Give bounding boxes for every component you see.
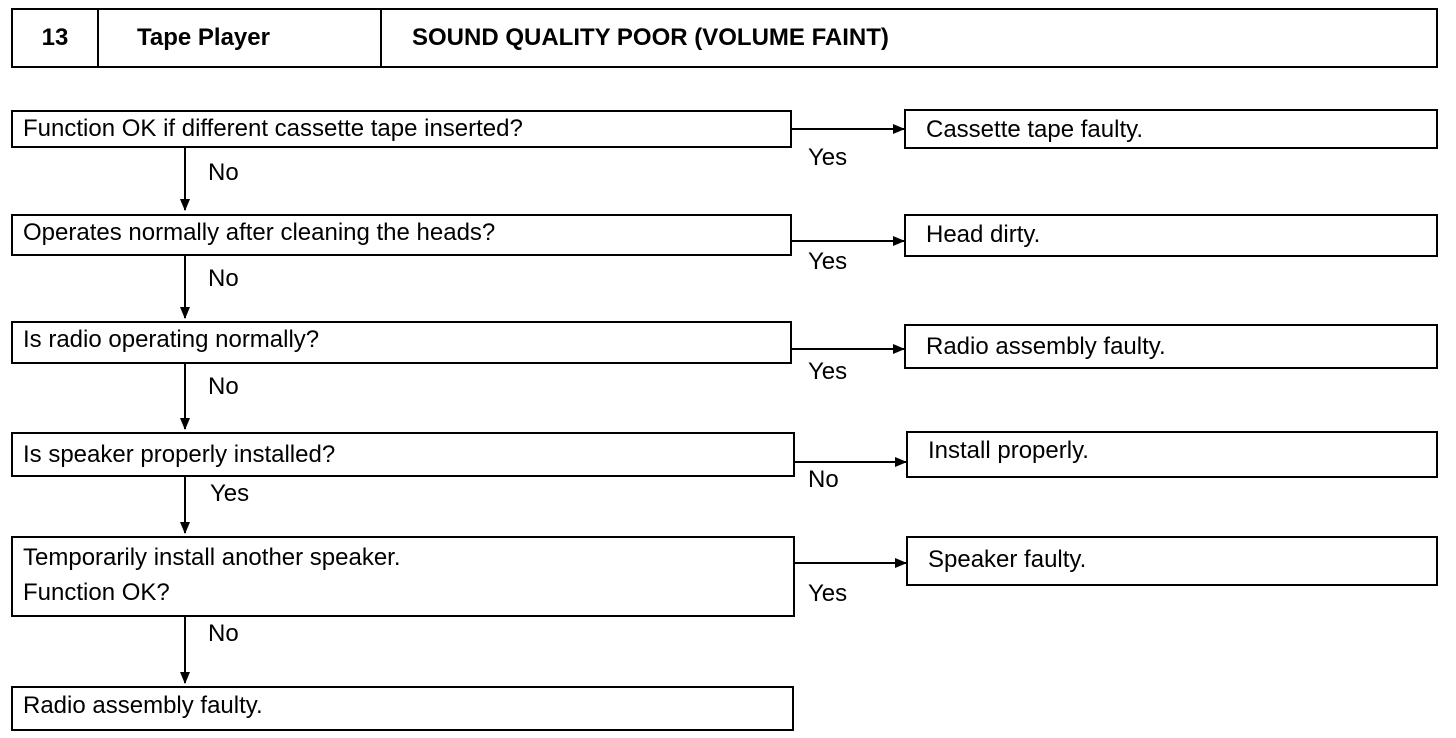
question-text-5b: Function OK? (23, 579, 170, 606)
question-text-1: Function OK if different cassette tape inserted? (23, 115, 523, 142)
question-text-4: Is speaker properly installed? (23, 441, 336, 468)
side-label-5: Yes (808, 580, 848, 607)
down-label-5: No (208, 620, 239, 647)
result-text-1: Cassette tape faulty. (926, 116, 1144, 143)
question-text-3: Is radio operating normally? (23, 326, 320, 353)
result-text-2: Head dirty. (926, 221, 1041, 248)
question-box-3 (11, 321, 792, 364)
symptom-title: SOUND QUALITY POOR (VOLUME FAINT) (412, 24, 889, 51)
down-label-2: No (208, 265, 239, 292)
result-box-3 (904, 324, 1438, 369)
side-label-2: Yes (808, 248, 848, 275)
result-text-3: Radio assembly faulty. (926, 333, 1166, 360)
question-text-2: Operates normally after cleaning the heads? (23, 219, 496, 246)
component-name: Tape Player (97, 10, 382, 66)
down-label-4: Yes (210, 480, 250, 507)
question-box-5 (11, 536, 795, 617)
final-result-box (11, 686, 794, 731)
result-text-4: Install properly. (928, 437, 1089, 464)
side-label-4: No (808, 466, 839, 493)
question-box-4 (11, 432, 795, 477)
result-box-1 (904, 109, 1438, 149)
down-label-1: No (208, 159, 239, 186)
result-box-2 (904, 214, 1438, 257)
question-box-1 (11, 110, 792, 148)
procedure-number: 13 (13, 10, 99, 66)
result-text-5: Speaker faulty. (928, 546, 1087, 573)
final-result-text: Radio assembly faulty. (23, 692, 263, 719)
question-box-2 (11, 214, 792, 256)
result-box-4 (906, 431, 1438, 478)
question-text-5a: Temporarily install another speaker. (23, 544, 401, 571)
side-label-1: Yes (808, 144, 848, 171)
down-label-3: No (208, 373, 239, 400)
result-box-5 (906, 536, 1438, 586)
side-label-3: Yes (808, 358, 848, 385)
